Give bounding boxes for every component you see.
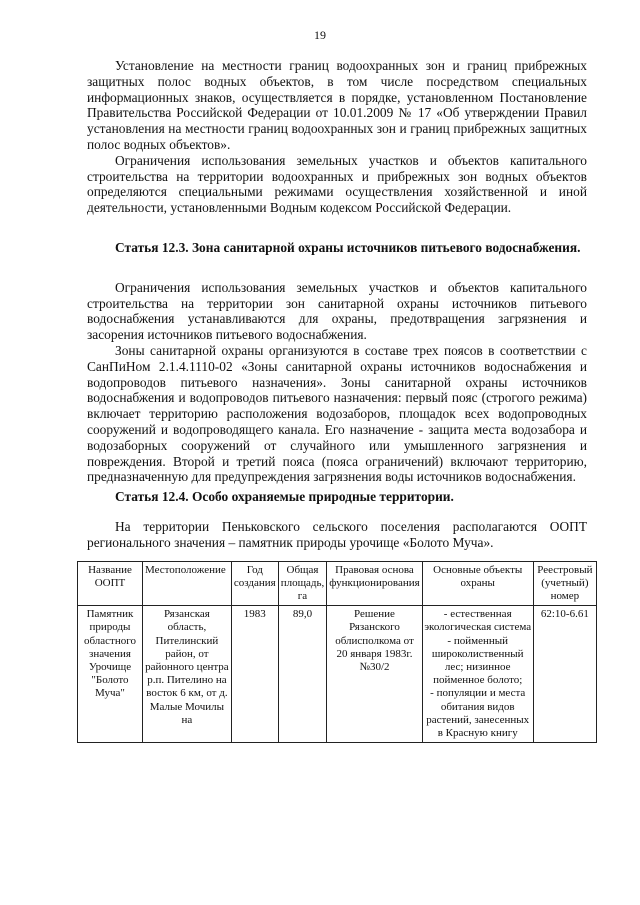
header-features: Основные объекты охраны: [422, 561, 533, 606]
table-row: [78, 606, 597, 743]
cell-location: Рязанская область, Пителинский район, от районного центра р.п. Пителино на восток 6 км, от д. Малые Мочилы на: [142, 606, 231, 743]
header-year: Год создания: [231, 561, 278, 606]
header-legal-basis: Правовая основа функционирования: [327, 561, 422, 606]
document-body: [83, 58, 593, 743]
paragraph: На территории Пеньковского сельского поселения располагаются ООПТ регионального значения – памятник природы урочище «Болото Муча».: [87, 518, 587, 550]
cell-legal-basis: Решение Рязанского облисполкома от 20 января 1983г. №30/2: [327, 606, 422, 743]
table-header-row: [78, 561, 597, 606]
page-number: 19: [314, 28, 326, 42]
paragraph: Ограничения использования земельных участков и объектов капитального строительства на территории зон санитарной охраны источников питьевого водоснабжения устанавливаются для охраны, предотвращения загрязнения и засорения источников питьевого водоснабжения.: [87, 279, 587, 343]
paragraph: Зоны санитарной охраны организуются в составе трех поясов в соответствии с СанПиНом 2.1.4.1110-02 «Зоны санитарной охраны источников водоснабжения и водопроводов питьевого назначения». Зоны санитарной охраны источников водоснабжения и водопроводов питьевого назначения: первый пояс (строгого режима) включает территорию расположения водозаборов, площадок всех водопроводных сооружений и водопроводящего канала. Его назначение - защита места водозабора и водозаборных сооружений от случайного или умышленного загрязнения и повреждения. Второй и третий пояса (пояса ограничений) включают территорию, предназначенную для предупреждения загрязнения воды источников водоснабжения.: [87, 342, 587, 485]
feature-item: - естественная экологическая система - пойменный широколиственный лес; низинное пойменное болото;: [424, 608, 532, 687]
header-name: Название ООПТ: [78, 561, 143, 606]
paragraph: Ограничения использования земельных участков и объектов капитального строительства на территории водоохранных и прибрежных зон водных объектов определяются специальными режимами осуществления хозяйственной и иной деятельности, установленными Водным кодексом Российской Федерации.: [87, 152, 587, 216]
header-location: Местоположение: [142, 561, 231, 606]
paragraph: Установление на местности границ водоохранных зон и границ прибрежных защитных полос водных объектов, в том числе посредством специальных информационных знаков, осуществляется в порядке, установленном Постановление Правительства Российской Федерации от 10.01.2009 № 17 «Об утверждении Правил установления на местности границ водоохранных зон и границ прибрежных защитных полос водных объектов».: [87, 58, 587, 152]
header-registry-number: Реестровый (учетный) номер: [533, 561, 596, 606]
protected-areas-table: [77, 561, 597, 744]
cell-name: Памятник природы областного значения Урочище "Болото Муча": [78, 606, 143, 743]
cell-registry-number: 62:10-6.61: [533, 606, 596, 743]
cell-features: [422, 606, 533, 743]
article-12-3-heading: Статья 12.3. Зона санитарной охраны источников питьевого водоснабжения.: [115, 239, 581, 255]
header-area: Общая площадь, га: [278, 561, 327, 606]
cell-year: 1983: [231, 606, 278, 743]
article-12-4-heading: Статья 12.4. Особо охраняемые природные территории.: [115, 489, 454, 505]
feature-item: - популяции и места обитания видов растений, занесенных в Красную книгу: [426, 687, 530, 739]
cell-area: 89,0: [278, 606, 327, 743]
